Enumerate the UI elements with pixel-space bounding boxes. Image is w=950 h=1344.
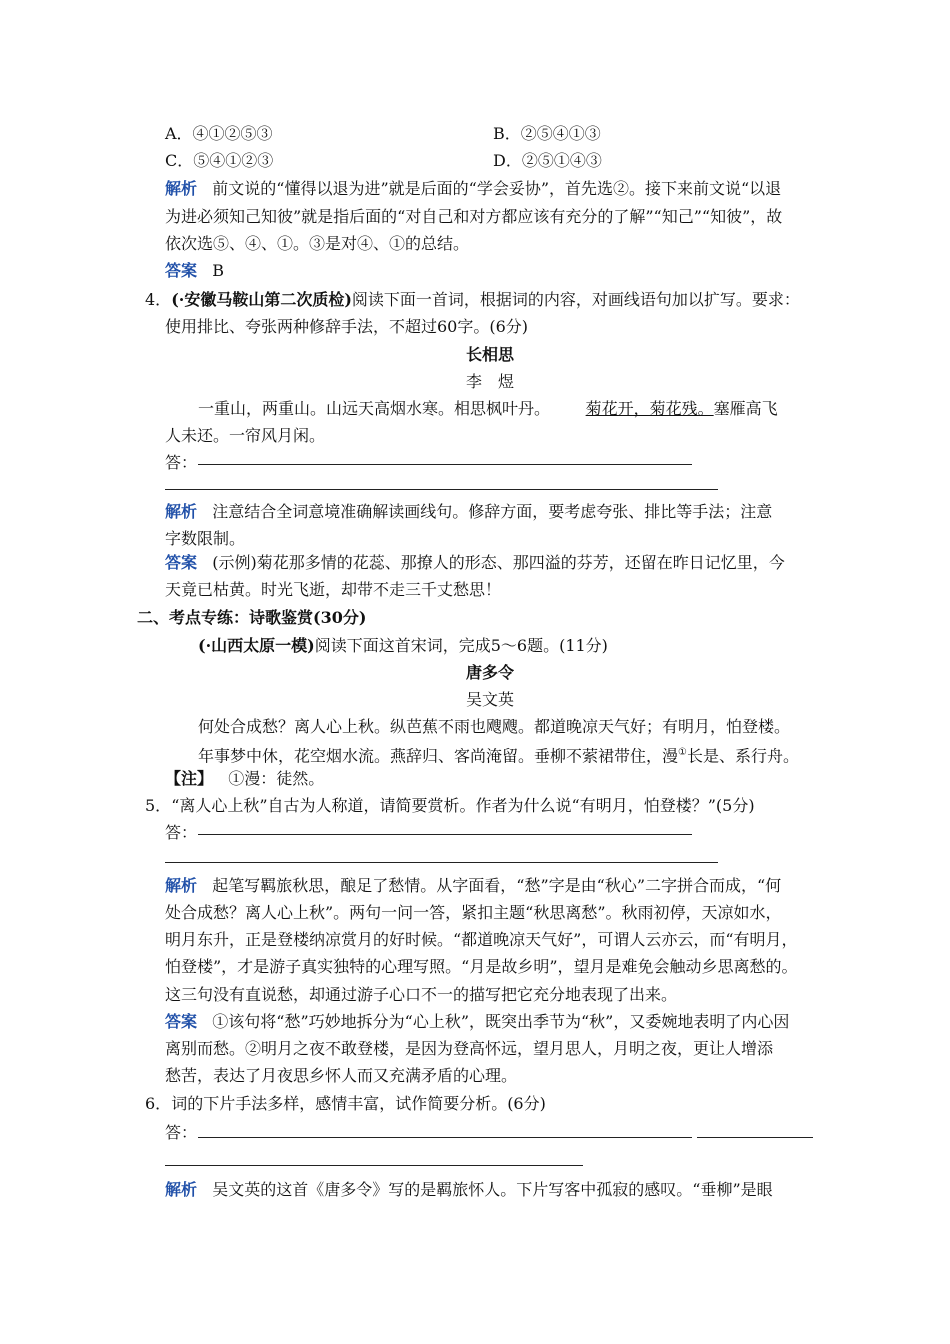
q5-prompt: 5．“离人心上秋”自古为人称道，请简要赏析。作者为什么说“有明月，怕登楼？”(5分) xyxy=(145,796,755,815)
s2-poem-author: 吴文英 xyxy=(465,690,514,709)
q5-jiexi-line-2: 处合成愁？离人心上秋”。两句一问一答，紧扣主题“秋思离愁”。秋雨初停，天凉如水， xyxy=(165,903,782,922)
q5-answer-label: 答： xyxy=(165,823,198,842)
q4-prompt-line-2: 使用排比、夸张两种修辞手法，不超过60字。(6分) xyxy=(165,317,529,336)
jiexi-label: 解析 xyxy=(165,502,198,521)
q5-daan-line-2: 离别而愁。②明月之夜不敢登楼，是因为登高怀远，望月思人，月明之夜，更让人增添 xyxy=(165,1039,774,1058)
s2-poem-line-1: 何处合成愁？离人心上秋。纵芭蕉不雨也飕飕。都道晚凉天气好；有明月，怕登楼。 xyxy=(198,717,791,736)
q3-jiexi-line-1: 解析 前文说的“懂得以退为进”就是后面的“学会妥协”，首先选②。接下来前文说“以退 xyxy=(165,179,782,198)
q5-jiexi-line-5: 这三句没有直说愁，却通过游子心口不一的描写把它充分地表现了出来。 xyxy=(165,985,678,1004)
s2-note: 【注】 ①漫：徒然。 xyxy=(165,769,325,788)
q5-jiexi-line-4: 怕登楼”，才是游子真实独特的心理写照。“月是故乡明”，望月是难免会触动乡思离愁的。 xyxy=(165,957,798,976)
jiexi-label: 解析 xyxy=(165,1180,198,1199)
answer-line[interactable] xyxy=(198,464,692,465)
q4-jiexi-line-2: 字数限制。 xyxy=(165,529,246,548)
jiexi-label: 解析 xyxy=(165,876,198,895)
q4-poem-line-2: 人未还。一帘风月闲。 xyxy=(165,426,326,445)
section-2-intro: (·山西太原一模)阅读下面这首宋词，完成5～6题。(11分) xyxy=(198,636,608,655)
q3-jiexi-line-3: 依次选⑤、④、①。③是对④、①的总结。 xyxy=(165,234,470,253)
q6-answer-label: 答： xyxy=(165,1123,198,1142)
q3-daan: 答案 B xyxy=(165,261,225,280)
answer-line[interactable] xyxy=(165,862,718,863)
option-c: C．⑤④①②③ xyxy=(165,151,274,170)
s2-poem-line-2: 年事梦中休，花空烟水流。燕辞归、客尚淹留。垂柳不萦裙带住，漫①长是、系行舟。 xyxy=(198,746,799,766)
q4-poem-author: 李 煜 xyxy=(465,372,514,391)
option-b: B．②⑤④①③ xyxy=(493,124,601,143)
q4-jiexi-line-1: 解析 注意结合全词意境准确解读画线句。修辞方面，要考虑夸张、排比等手法；注意 xyxy=(165,502,773,521)
s2-poem-title: 唐多令 xyxy=(465,663,514,682)
option-d: D．②⑤①④③ xyxy=(493,151,602,170)
daan-label: 答案 xyxy=(165,553,198,572)
q4-daan-line-1: 答案 (示例)菊花那多情的花蕊、那撩人的形态、那四溢的芬芳，还留在昨日记忆里，今 xyxy=(165,553,785,572)
section-2-heading: 二、考点专练：诗歌鉴赏(30分) xyxy=(137,608,367,627)
q4-poem-line-1: 一重山，两重山。山远天高烟水寒。相思枫叶丹。 菊花开，菊花残。塞雁高飞 xyxy=(198,399,778,418)
q4-answer-label: 答： xyxy=(165,453,198,472)
q3-jiexi-line-2: 为进必须知己知彼”就是指后面的“对自己和对方都应该有充分的了解”“知己”“知彼”，故 xyxy=(165,207,783,226)
q4-poem-title: 长相思 xyxy=(465,345,514,364)
answer-line[interactable] xyxy=(165,1165,583,1166)
q5-daan-line-1: 答案 ①该句将“愁”巧妙地拆分为“心上秋”，既突出季节为“秋”，又委婉地表明了内心因 xyxy=(165,1012,790,1031)
option-a: A．④①②⑤③ xyxy=(165,124,273,143)
q4-prompt-line-1: 4．(·安徽马鞍山第二次质检)阅读下面一首词，根据词的内容，对画线语句加以扩写。要求： xyxy=(145,290,800,309)
q6-prompt: 6．词的下片手法多样，感情丰富，试作简要分析。(6分) xyxy=(145,1094,546,1113)
q5-jiexi-line-3: 明月东升，正是登楼纳凉赏月的好时候。“都道晚凉天气好”，可谓人云亦云，而“有明月， xyxy=(165,930,798,949)
answer-line[interactable] xyxy=(165,489,718,490)
underlined-phrase: 菊花开，菊花残。 xyxy=(585,399,714,418)
answer-line[interactable] xyxy=(198,1137,692,1138)
jiexi-label: 解析 xyxy=(165,179,198,198)
q5-daan-line-3: 愁苦，表达了月夜思乡怀人而又充满矛盾的心理。 xyxy=(165,1066,518,1085)
daan-label: 答案 xyxy=(165,261,198,280)
q5-jiexi-line-1: 解析 起笔写羁旅秋思，酿足了愁情。从字面看，“愁”字是由“秋心”二字拼合而成，“何 xyxy=(165,876,782,895)
daan-label: 答案 xyxy=(165,1012,198,1031)
q4-daan-line-2: 天竟已枯黄。时光飞逝，却带不走三千丈愁思！ xyxy=(165,580,502,599)
answer-line[interactable] xyxy=(697,1137,813,1138)
q4-source: (·安徽马鞍山第二次质检) xyxy=(171,290,352,309)
answer-line[interactable] xyxy=(198,834,692,835)
q6-jiexi-line-1: 解析 吴文英的这首《唐多令》写的是羁旅怀人。下片写客中孤寂的感叹。“垂柳”是眼 xyxy=(165,1180,773,1199)
